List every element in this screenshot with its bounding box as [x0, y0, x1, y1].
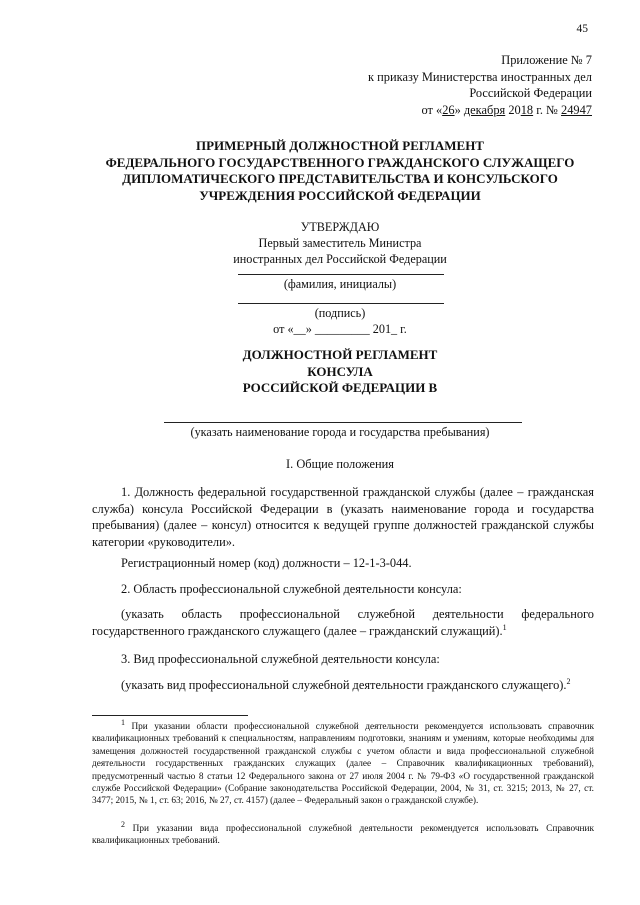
appendix-line: к приказу Министерства иностранных дел	[368, 69, 592, 84]
name-hint: (фамилия, инициалы)	[283, 277, 397, 291]
approval-line: Первый заместитель Министра	[258, 236, 422, 250]
main-title	[60, 138, 620, 204]
footnote-2	[92, 819, 594, 848]
regulation-title	[100, 347, 580, 397]
appendix-line: Приложение № 7	[501, 53, 592, 67]
approval-line: иностранных дел Российской Федерации	[233, 252, 447, 266]
approval-block	[180, 219, 500, 267]
paragraph-area-text: (указать область профессиональной служебной деятельности федерального государственного гражданского служащего (далее – гражданский служащий).	[92, 607, 594, 638]
paragraph-1: 1. Должность федеральной государственной гражданской службы (далее – гражданская служба) консула Российской Федерации в (указать наименование города и государства пребывания) (далее – консул) относится к ведущей группе должностей гражданской службы категории «руководители».	[92, 485, 594, 549]
city-blank-line	[164, 422, 522, 423]
main-title-line: ФЕДЕРАЛЬНОГО ГОСУДАРСТВЕННОГО ГРАЖДАНСКОГО СЛУЖАЩЕГО	[105, 154, 575, 170]
appendix-date	[368, 102, 592, 119]
paragraph-2: 2. Область профессиональной служебной деятельности консула:	[121, 582, 462, 596]
paragraph-kind	[92, 677, 594, 694]
main-title-line: ДИПЛОМАТИЧЕСКОГО ПРЕДСТАВИТЕЛЬСТВА И КОНСУЛЬСКОГО	[122, 171, 558, 186]
regulation-title-line: ДОЛЖНОСТНОЙ РЕГЛАМЕНТ	[242, 347, 438, 362]
paragraph-kind-text: (указать вид профессиональной служебной деятельности гражданского служащего).	[121, 678, 567, 692]
page-number: 45	[576, 23, 588, 35]
date-prefix: от «	[421, 102, 443, 117]
approval-heading: УТВЕРЖДАЮ	[300, 220, 380, 234]
signature-blank-line	[238, 303, 444, 304]
signature-hint: (подпись)	[314, 306, 366, 320]
main-title-line: УЧРЕЖДЕНИЯ РОССИЙСКОЙ ФЕДЕРАЦИИ	[199, 187, 481, 203]
paragraph-area	[92, 606, 594, 639]
regulation-title-line: РОССИЙСКОЙ ФЕДЕРАЦИИ В	[242, 380, 438, 395]
city-hint: (указать наименование города и государства пребывания)	[190, 425, 490, 439]
date-year: 18	[520, 102, 534, 117]
paragraph-registration: Регистрационный номер (код) должности – 12-1-3-044.	[121, 556, 412, 570]
footnote-1-text: При указании области профессиональной служебной деятельности рекомендуется использовать справочник квалификационных требований к специальностям, направлениям подготовки, знаниям и умениям, которые необходимы для замещения должностей государственной гражданской службы с учетом области и вида профессиональной служебной деятельности государственных гражданских служащих (далее – Справочник квалификационных требований), предусмотренный частью 8 статьи 12 Федерального закона от 27 июля 2004 г. № 79-ФЗ «О государственной гражданской службе Российской Федерации» (Собрание законодательства Российской Федерации, 2004, № 31, ст. 3215; 2013, № 27, ст. 3477; 2015, № 1, ст. 63; 2016, № 27, ст. 4157) (далее – Федеральный закон о гражданской службе).	[92, 722, 594, 807]
main-title-line: ПРИМЕРНЫЙ ДОЛЖНОСТНОЙ РЕГЛАМЕНТ	[196, 138, 484, 153]
approval-date: от «__» _________ 201_ г.	[273, 322, 407, 336]
order-number: 24947	[561, 102, 592, 117]
footnote-ref-2: 2	[566, 676, 571, 686]
footnote-separator	[92, 715, 248, 716]
date-mid: »	[454, 102, 464, 117]
paragraph-3: 3. Вид профессиональной служебной деятельности консула:	[121, 652, 440, 666]
date-year-prefix: 20	[505, 102, 521, 117]
appendix-line: Российской Федерации	[469, 86, 592, 100]
footnote-ref-1: 1	[502, 622, 507, 632]
footnote-2-text: При указании вида профессиональной служебной деятельности рекомендуется использовать Справочник квалификационных требований.	[92, 824, 594, 847]
footnote-2-mark: 2	[121, 819, 125, 829]
date-month: декабря	[463, 102, 506, 117]
regulation-title-line: КОНСУЛА	[307, 363, 373, 379]
footnote-1	[92, 717, 594, 808]
date-day: 26	[442, 102, 455, 117]
date-suffix: г. №	[533, 102, 562, 117]
name-blank-line	[238, 274, 444, 275]
footnote-1-mark: 1	[121, 717, 125, 727]
appendix-header	[368, 52, 592, 118]
section-heading: I. Общие положения	[286, 457, 394, 471]
